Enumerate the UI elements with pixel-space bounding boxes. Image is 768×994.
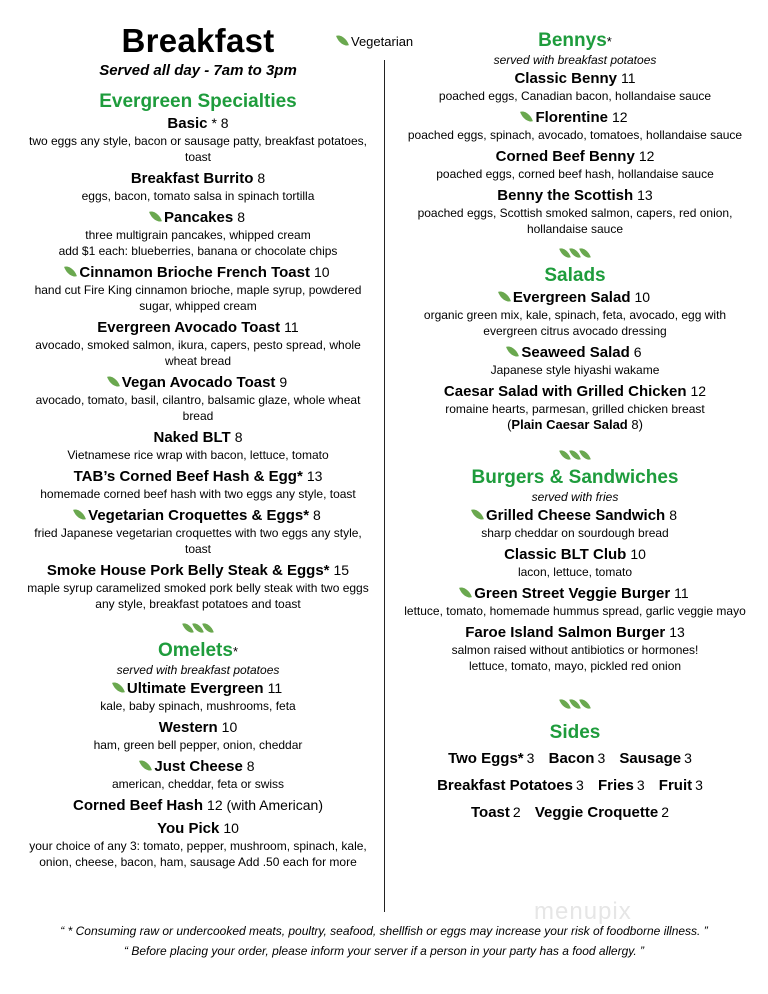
section-title-evergreen: Evergreen Specialties <box>99 91 297 112</box>
paren-open: ( <box>507 417 512 432</box>
item-price: 12 <box>638 148 655 164</box>
menu-item-evergreen-avocado-toast <box>22 318 374 369</box>
item-name: Ultimate Evergreen <box>126 680 264 697</box>
item-description: poached eggs, Canadian bacon, hollandaise sauce <box>438 89 712 103</box>
side-name: Toast <box>470 804 510 821</box>
item-description: poached eggs, Scottish smoked salmon, capers, red onion, hollandaise sauce <box>417 206 733 236</box>
plain-caesar-salad <box>400 417 750 433</box>
item-price: 12 (with American) <box>207 797 323 813</box>
item-price: 12 <box>690 383 707 399</box>
menu-item-western <box>22 718 374 753</box>
item-addon: add $1 each: blueberries, banana or chocolate chips <box>58 244 338 258</box>
leaf-separator <box>400 245 750 259</box>
menu-item-classic-blt-club <box>400 545 750 580</box>
section-title-text: Bennys <box>538 30 607 51</box>
menu-item-corned-beef-hash-omelet <box>22 796 374 815</box>
item-name: Breakfast Burrito <box>130 170 254 187</box>
section-title-salads: Salads <box>544 265 606 286</box>
menu-item-ultimate-evergreen <box>22 679 374 714</box>
leaf-separator <box>400 447 750 461</box>
item-description: three multigrain pancakes, whipped cream <box>85 228 311 242</box>
item-name: Corned Beef Benny <box>495 148 635 165</box>
column-divider <box>384 60 385 912</box>
menu-item-just-cheese <box>22 757 374 792</box>
item-name: Vegan Avocado Toast <box>121 374 276 391</box>
menu-item-naked-blt <box>22 428 374 463</box>
sides-row-2 <box>400 777 750 794</box>
item-name: Classic BLT Club <box>504 546 627 563</box>
item-price: 10 <box>630 546 646 562</box>
section-title-text: Omelets <box>157 640 233 661</box>
item-price: 8 <box>313 507 321 523</box>
item-name: Basic <box>167 115 208 132</box>
side-price: 3 <box>636 777 645 793</box>
item-name: Smoke House Pork Belly Steak & Eggs* <box>46 562 330 579</box>
item-name: Grilled Cheese Sandwich <box>485 507 666 524</box>
leaf-separator <box>400 696 750 710</box>
item-name: Evergreen Salad <box>512 289 631 306</box>
plain-caesar-price: 8) <box>631 417 643 432</box>
item-price: 11 <box>674 585 689 601</box>
footer-allergy: “ Before placing your order, please inform your server if a person in your party has a food allergy. ” <box>123 944 645 958</box>
leaf-icon <box>202 621 214 635</box>
menu-item-florentine <box>400 108 750 143</box>
item-description: poached eggs, spinach, avocado, tomatoes, hollandaise sauce <box>407 128 743 142</box>
item-name: Faroe Island Salmon Burger <box>465 624 666 641</box>
page-subtitle: Served all day - 7am to 3pm <box>99 62 297 79</box>
side-name: Breakfast Potatoes <box>437 777 573 794</box>
item-description: kale, baby spinach, mushrooms, feta <box>100 699 296 713</box>
section-title-sides: Sides <box>549 722 601 743</box>
item-description: fried Japanese vegetarian croquettes with two eggs any style, toast <box>34 526 362 556</box>
item-price: 15 <box>333 562 350 578</box>
item-name: Caesar Salad with Grilled Chicken <box>443 383 687 400</box>
item-name: Green Street Veggie Burger <box>474 585 671 602</box>
side-price: 3 <box>695 777 703 793</box>
item-price: 13 <box>637 187 653 203</box>
leaf-icon <box>107 374 120 389</box>
section-note: served with breakfast potatoes <box>493 53 657 67</box>
plain-caesar-name: Plain Caesar Salad <box>511 417 628 432</box>
item-price: 10 <box>634 289 651 305</box>
item-name: Vegetarian Croquettes & Eggs* <box>88 507 310 524</box>
side-name: Bacon <box>548 750 595 767</box>
item-description: eggs, bacon, tomato salsa in spinach tortilla <box>81 189 315 203</box>
asterisk: * <box>232 644 239 659</box>
item-description: hand cut Fire King cinnamon brioche, maple syrup, powdered sugar, whipped cream <box>34 283 362 313</box>
leaf-icon <box>459 585 472 600</box>
leaf-icon <box>498 289 511 304</box>
menu-item-caesar-salad <box>400 382 750 433</box>
leaf-icon <box>73 507 86 522</box>
item-price: 8 <box>234 429 243 445</box>
item-description: avocado, tomato, basil, cilantro, balsamic glaze, whole wheat bread <box>35 393 361 423</box>
side-name: Fries <box>597 777 634 794</box>
item-price: 11 <box>267 680 283 696</box>
item-name: Corned Beef Hash <box>73 797 204 814</box>
item-price: 11 <box>284 319 299 335</box>
leaf-icon <box>139 758 152 773</box>
item-price: 8 <box>246 758 255 774</box>
menu-item-basic <box>22 114 374 165</box>
menu-item-vegan-avocado-toast <box>22 373 374 424</box>
menu-item-evergreen-salad <box>400 288 750 339</box>
section-note: served with fries <box>531 490 619 504</box>
item-description: ham, green bell pepper, onion, cheddar <box>93 738 303 752</box>
item-name: Naked BLT <box>153 429 231 446</box>
left-column <box>22 0 374 874</box>
menu-item-veggie-burger <box>400 584 750 619</box>
leaf-icon <box>149 209 162 224</box>
watermark: menupix <box>534 898 632 925</box>
item-price: 8 <box>237 209 246 225</box>
page-title: Breakfast <box>121 22 275 59</box>
menu-item-pork-belly-steak <box>22 561 374 612</box>
menu-item-grilled-cheese <box>400 506 750 541</box>
item-description: Vietnamese rice wrap with bacon, lettuce, tomato <box>67 448 329 462</box>
section-title-omelets <box>22 640 374 662</box>
item-description: american, cheddar, feta or swiss <box>111 777 285 791</box>
menu-item-breakfast-burrito <box>22 169 374 204</box>
menu-item-corned-beef-benny <box>400 147 750 182</box>
menu-item-salmon-burger <box>400 623 750 674</box>
item-price: 6 <box>633 344 642 360</box>
item-description: sharp cheddar on sourdough bread <box>481 526 669 540</box>
leaf-separator <box>22 620 374 634</box>
item-price: 13 <box>669 624 685 640</box>
leaf-icon <box>506 344 519 359</box>
side-price: 2 <box>512 804 521 820</box>
leaf-icon <box>579 246 591 260</box>
item-name: Classic Benny <box>514 70 617 87</box>
item-description: salmon raised without antibiotics or hormones! <box>451 643 699 657</box>
footer-warning: “ * Consuming raw or undercooked meats, poultry, seafood, shellfish or eggs may increase your risk of foodborne illness. ” <box>60 924 708 938</box>
side-name: Fruit <box>658 777 693 794</box>
item-name: Florentine <box>535 109 608 126</box>
side-price: 3 <box>684 750 692 766</box>
item-name: You Pick <box>157 820 220 837</box>
leaf-icon <box>471 507 484 522</box>
item-description: your choice of any 3: tomato, pepper, mushroom, spinach, kale, onion, cheese, bacon, ham, sausage Add .50 each for more <box>29 839 367 869</box>
item-description: two eggs any style, bacon or sausage patty, breakfast potatoes, toast <box>29 134 367 164</box>
side-name: Veggie Croquette <box>534 804 659 821</box>
menu-item-you-pick <box>22 819 374 870</box>
item-price: 10 <box>223 820 239 836</box>
menu-item-benny-the-scottish <box>400 186 750 237</box>
item-name: Evergreen Avocado Toast <box>97 319 281 336</box>
item-description: homemade corned beef hash with two eggs any style, toast <box>40 487 356 501</box>
item-name: Just Cheese <box>154 758 243 775</box>
menu-item-corned-beef-hash-egg <box>22 467 374 502</box>
item-name: Western <box>158 719 218 736</box>
side-price: 2 <box>661 804 670 820</box>
menu-item-classic-benny <box>400 69 750 104</box>
item-price: 8 <box>669 507 678 523</box>
leaf-icon <box>112 680 125 695</box>
item-description: maple syrup caramelized smoked pork belly steak with two eggs any style, breakfast potatoes and toast <box>27 581 369 611</box>
leaf-icon <box>521 109 534 124</box>
side-name: Two Eggs* <box>448 750 524 767</box>
item-price: * 8 <box>211 115 229 131</box>
item-description: Japanese style hiyashi wakame <box>490 363 660 377</box>
sides-row-1 <box>400 750 750 767</box>
leaf-icon <box>64 264 77 279</box>
leaf-icon <box>579 697 591 711</box>
sides-row-3 <box>400 804 750 821</box>
item-description-2: lettuce, tomato, mayo, pickled red onion <box>468 659 682 673</box>
item-price: 10 <box>314 264 330 280</box>
item-name: Cinnamon Brioche French Toast <box>79 264 310 281</box>
item-name: Benny the Scottish <box>497 187 634 204</box>
item-price: 10 <box>221 719 238 735</box>
menu-item-seaweed-salad <box>400 343 750 378</box>
item-description: organic green mix, kale, spinach, feta, avocado, egg with evergreen citrus avocado dressing <box>423 308 727 338</box>
menu-item-vegetarian-croquettes <box>22 506 374 557</box>
legend-label: Vegetarian <box>351 34 414 49</box>
section-title-burgers: Burgers & Sandwiches <box>471 467 679 488</box>
side-price: 3 <box>526 750 535 766</box>
item-description: lettuce, tomato, homemade hummus spread, garlic veggie mayo <box>404 604 746 618</box>
item-name: TAB’s Corned Beef Hash & Egg* <box>73 468 303 485</box>
asterisk: * <box>606 34 612 49</box>
side-name: Sausage <box>619 750 682 767</box>
menu-item-pancakes <box>22 208 374 259</box>
item-price: 11 <box>621 70 636 86</box>
item-name: Seaweed Salad <box>521 344 630 361</box>
item-price: 9 <box>279 374 288 390</box>
section-note: served with breakfast potatoes <box>116 663 280 677</box>
item-price: 13 <box>306 468 323 484</box>
item-description: avocado, smoked salmon, ikura, capers, pesto spread, whole wheat bread <box>35 338 361 368</box>
item-description: poached eggs, corned beef hash, hollandaise sauce <box>436 167 714 181</box>
item-description: lacon, lettuce, tomato <box>517 565 633 579</box>
item-name: Pancakes <box>163 209 234 226</box>
item-description: romaine hearts, parmesan, grilled chicken breast <box>445 402 705 416</box>
leaf-icon <box>579 448 591 462</box>
right-column <box>400 0 750 831</box>
item-price: 12 <box>611 109 628 125</box>
item-price: 8 <box>257 170 266 186</box>
side-price: 3 <box>575 777 584 793</box>
side-price: 3 <box>597 750 606 766</box>
section-title-bennys <box>400 30 750 52</box>
menu-item-french-toast <box>22 263 374 314</box>
